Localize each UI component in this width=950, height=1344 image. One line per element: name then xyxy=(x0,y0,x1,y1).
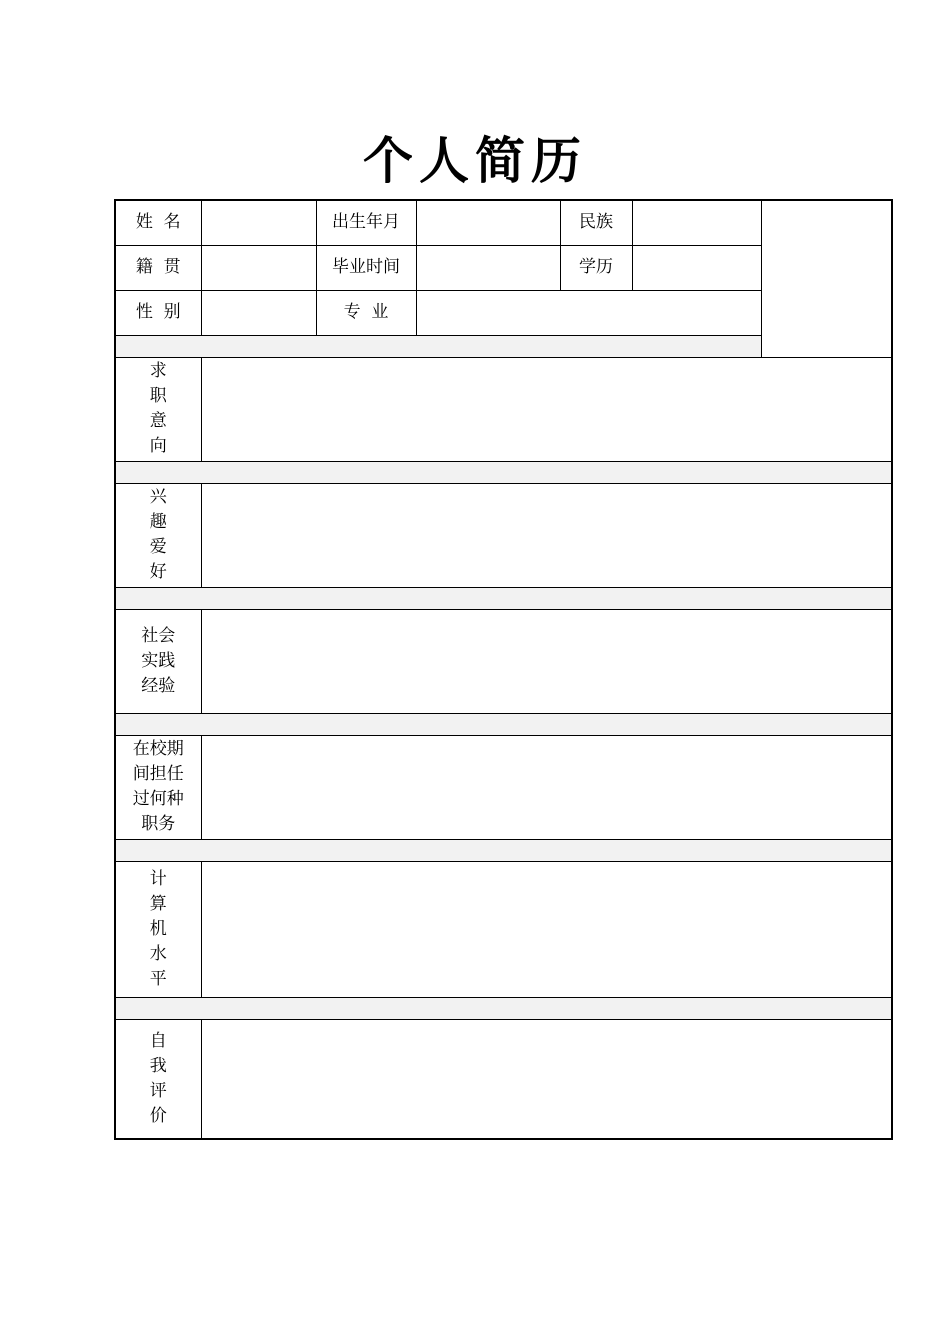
gender-label: 性 别 xyxy=(115,290,201,335)
spacer-row xyxy=(115,713,892,735)
gender-field[interactable] xyxy=(201,290,316,335)
education-field[interactable] xyxy=(632,245,761,290)
native-label: 籍 贯 xyxy=(115,245,201,290)
section-campus-positions xyxy=(115,735,892,839)
birth-label: 出生年月 xyxy=(316,200,416,245)
resume-title: 个人简历 xyxy=(363,131,587,190)
major-field[interactable] xyxy=(416,290,761,335)
hobbies-content[interactable] xyxy=(201,483,892,587)
spacer-row xyxy=(115,461,892,483)
birth-field[interactable] xyxy=(416,200,560,245)
job-intention-content[interactable] xyxy=(201,357,892,461)
social-practice-content[interactable] xyxy=(201,609,892,713)
spacer xyxy=(115,997,892,1019)
name-label: 姓 名 xyxy=(115,200,201,245)
info-row-1 xyxy=(115,200,892,245)
section-job-intention xyxy=(115,357,892,461)
campus-positions-content[interactable] xyxy=(201,735,892,839)
resume-table xyxy=(114,199,893,1140)
computer-level-label: 计 算 机 水 平 xyxy=(115,861,201,997)
education-label: 学历 xyxy=(560,245,632,290)
spacer-row xyxy=(115,587,892,609)
section-hobbies xyxy=(115,483,892,587)
spacer xyxy=(115,839,892,861)
photo-box[interactable] xyxy=(761,200,892,357)
ethnicity-label: 民族 xyxy=(560,200,632,245)
section-social-practice xyxy=(115,609,892,713)
native-field[interactable] xyxy=(201,245,316,290)
section-computer-level xyxy=(115,861,892,997)
spacer-row xyxy=(115,839,892,861)
self-evaluation-label: 自 我 评 价 xyxy=(115,1019,201,1139)
spacer xyxy=(115,335,761,357)
grad-time-label: 毕业时间 xyxy=(316,245,416,290)
spacer xyxy=(115,713,892,735)
spacer xyxy=(115,587,892,609)
job-intention-label: 求 职 意 向 xyxy=(115,357,201,461)
hobbies-label: 兴 趣 爱 好 xyxy=(115,483,201,587)
spacer xyxy=(115,461,892,483)
major-label: 专 业 xyxy=(316,290,416,335)
grad-time-field[interactable] xyxy=(416,245,560,290)
self-evaluation-content[interactable] xyxy=(201,1019,892,1139)
computer-level-content[interactable] xyxy=(201,861,892,997)
name-field[interactable] xyxy=(201,200,316,245)
spacer-row xyxy=(115,997,892,1019)
section-self-evaluation xyxy=(115,1019,892,1139)
social-practice-label: 社会 实践 经验 xyxy=(115,609,201,713)
ethnicity-field[interactable] xyxy=(632,200,761,245)
campus-positions-label: 在校期 间担任 过何种 职务 xyxy=(115,735,201,839)
